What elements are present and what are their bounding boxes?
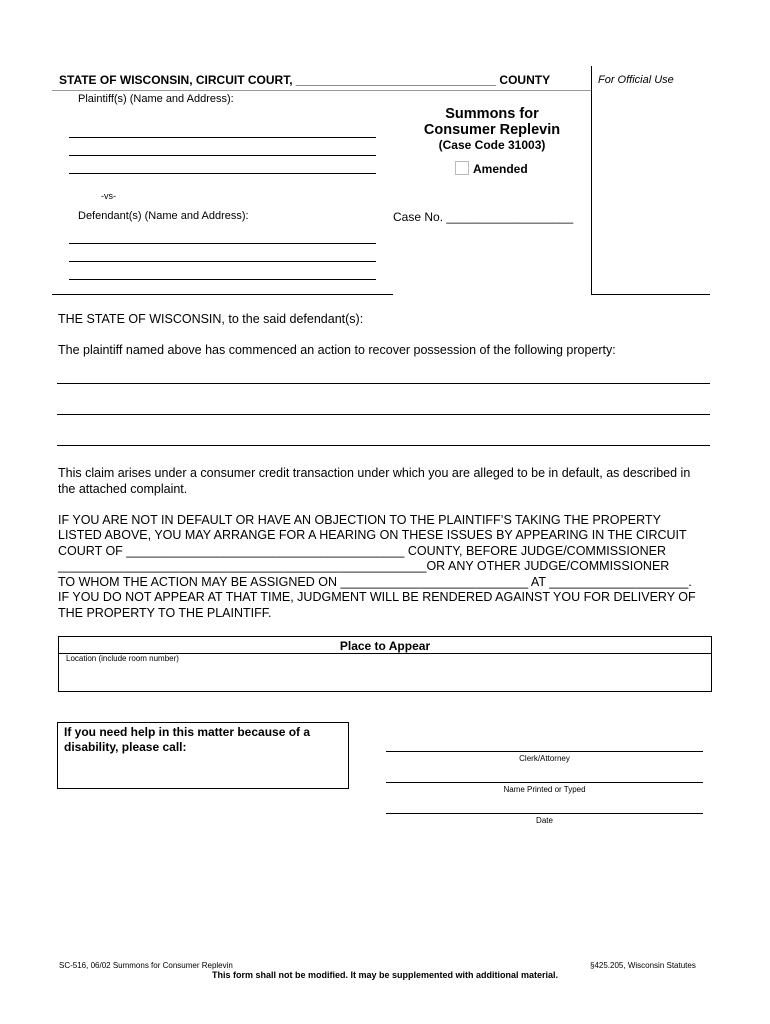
plaintiff-line-2[interactable] bbox=[69, 155, 376, 156]
plaintiff-line-1[interactable] bbox=[69, 137, 376, 138]
claim-text-line1: This claim arises under a consumer credit transaction under which you are alleged to be in default, as described in bbox=[58, 466, 691, 480]
court-header: STATE OF WISCONSIN, CIRCUIT COURT, ______________________________ COUNTY bbox=[59, 73, 551, 87]
clerk-signature-line[interactable] bbox=[386, 751, 703, 752]
notice-line-2: LISTED ABOVE, YOU MAY ARRANGE FOR A HEARING ON THESE ISSUES BY APPEARING IN THE CIRCUIT bbox=[58, 528, 687, 542]
statute-reference: §425.205, Wisconsin Statutes bbox=[590, 961, 696, 970]
form-title-line1: Summons for bbox=[445, 106, 539, 122]
property-line-1[interactable] bbox=[57, 383, 710, 384]
caption-bottom-border bbox=[52, 294, 393, 295]
defendant-label: Defendant(s) (Name and Address): bbox=[78, 210, 249, 222]
form-title-line2: Consumer Replevin bbox=[423, 122, 561, 138]
form-id: SC-516, 06/02 Summons for Consumer Replevin bbox=[59, 961, 233, 970]
official-use-bottom-border bbox=[591, 294, 710, 295]
place-to-appear-box[interactable] bbox=[58, 636, 712, 692]
disability-box bbox=[57, 722, 349, 789]
date-line[interactable] bbox=[386, 813, 703, 814]
notice-line-5: TO WHOM THE ACTION MAY BE ASSIGNED ON ___________________________ AT ____________________. bbox=[58, 575, 692, 589]
plaintiff-label: Plaintiff(s) (Name and Address): bbox=[78, 93, 234, 105]
disability-text-line1: If you need help in this matter because of a bbox=[64, 725, 311, 739]
notice-line-4: _____________________________________________________OR ANY OTHER JUDGE/COMMISSIONER bbox=[58, 559, 670, 573]
official-use-label: For Official Use bbox=[598, 74, 674, 86]
date-label: Date bbox=[536, 816, 553, 825]
official-use-border bbox=[591, 66, 592, 295]
disability-text-line2: disability, please call: bbox=[64, 740, 187, 754]
notice-line-1: IF YOU ARE NOT IN DEFAULT OR HAVE AN OBJECTION TO THE PLAINTIFF’S TAKING THE PROPERTY bbox=[58, 513, 661, 527]
header-underline bbox=[52, 90, 591, 91]
case-number-field[interactable]: Case No. ___________________ bbox=[393, 210, 574, 224]
property-line-2[interactable] bbox=[57, 414, 710, 415]
plaintiff-line-3[interactable] bbox=[69, 173, 376, 174]
notice-line-6: IF YOU DO NOT APPEAR AT THAT TIME, JUDGMENT WILL BE RENDERED AGAINST YOU FOR DELIVERY OF bbox=[58, 590, 696, 604]
defendant-line-1[interactable] bbox=[69, 243, 376, 244]
modification-notice: This form shall not be modified. It may be supplemented with additional material. bbox=[211, 970, 559, 980]
notice-line-3: COURT OF ________________________________________ COUNTY, BEFORE JUDGE/COMMISSIONER bbox=[58, 544, 666, 558]
property-line-3[interactable] bbox=[57, 445, 710, 446]
place-to-appear-title: Place to Appear bbox=[339, 639, 431, 653]
defendant-line-3[interactable] bbox=[69, 279, 376, 280]
case-code: (Case Code 31003) bbox=[438, 138, 546, 152]
clerk-label: Clerk/Attorney bbox=[519, 754, 570, 763]
amended-label: Amended bbox=[473, 162, 528, 176]
defendant-line-2[interactable] bbox=[69, 261, 376, 262]
name-printed-line[interactable] bbox=[386, 782, 703, 783]
defendant-address: THE STATE OF WISCONSIN, to the said defendant(s): bbox=[58, 312, 364, 326]
notice-line-7: THE PROPERTY TO THE PLAINTIFF. bbox=[58, 606, 272, 620]
claim-text-line2: the attached complaint. bbox=[58, 482, 188, 496]
versus-label: -vs- bbox=[101, 191, 116, 201]
location-label: Location (include room number) bbox=[66, 654, 179, 663]
property-intro: The plaintiff named above has commenced an action to recover possession of the following property: bbox=[58, 343, 616, 357]
name-printed-label: Name Printed or Typed bbox=[503, 785, 586, 794]
amended-checkbox[interactable] bbox=[455, 161, 469, 175]
